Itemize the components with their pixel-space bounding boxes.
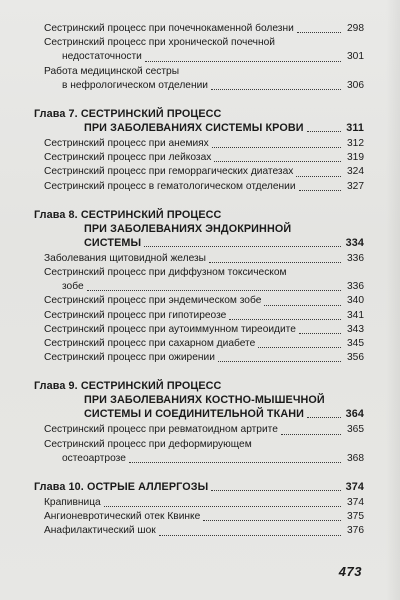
- chapter-gap: [34, 365, 364, 379]
- entry-title-line: Сестринский процесс при гипотиреозе: [44, 309, 227, 321]
- dot-leader: [299, 333, 341, 334]
- dot-leader: [145, 61, 341, 62]
- toc-entry[interactable]: [34, 438, 364, 466]
- toc-chapter-heading[interactable]: [34, 107, 364, 135]
- chapter-title-line: СИСТЕМЫ: [84, 236, 142, 249]
- dot-leader: [212, 147, 341, 148]
- dot-leader: [214, 161, 341, 162]
- toc-chapter-heading[interactable]: [34, 379, 364, 421]
- chapter-gap: [34, 194, 364, 208]
- entry-title-line: Сестринский процесс при диффузном токсическом: [44, 267, 287, 279]
- entry-title-line: Сестринский процесс при лейкозах: [44, 152, 212, 164]
- chapter-title-line: ПРИ ЗАБОЛЕВАНИЯХ СИСТЕМЫ КРОВИ: [84, 122, 304, 135]
- dot-leader: [297, 32, 341, 33]
- toc-entry[interactable]: [34, 323, 364, 337]
- entry-title-line: Ангионевротический отек Квинке: [44, 511, 201, 523]
- entry-title-line: Работа медицинской сестры: [44, 65, 180, 77]
- dot-leader: [258, 347, 341, 348]
- entry-page-number: 341: [347, 309, 364, 321]
- entry-title-line: Сестринский процесс в гематологическом отделении: [44, 180, 296, 192]
- entry-page-number: 375: [347, 511, 364, 523]
- entry-title-line: Сестринский процесс при ревматоидном артрите: [44, 424, 278, 436]
- entry-title-line: Анафилактический шок: [44, 525, 156, 537]
- entry-page-number: 374: [347, 497, 364, 509]
- dot-leader: [296, 176, 341, 177]
- toc-entry[interactable]: [34, 496, 364, 510]
- toc-entry[interactable]: [34, 510, 364, 524]
- chapter-title-line: ПРИ ЗАБОЛЕВАНИЯХ КОСТНО-МЫШЕЧНОЙ: [84, 394, 325, 407]
- entry-page-number: 334: [345, 236, 364, 249]
- toc-chapter-heading[interactable]: [34, 480, 364, 494]
- page-edge-shadow: [386, 0, 400, 600]
- entry-title-line: в нефрологическом отделении: [62, 79, 208, 91]
- chapter-title-line: Глава 8. СЕСТРИНСКИЙ ПРОЦЕСС: [34, 208, 222, 221]
- entry-page-number: 311: [346, 122, 364, 135]
- toc-entry[interactable]: [34, 423, 364, 437]
- toc-entry[interactable]: [34, 151, 364, 165]
- entry-title-line: Сестринский процесс при хронической почечной: [44, 37, 275, 49]
- toc-entry[interactable]: [34, 165, 364, 179]
- entry-page-number: 306: [347, 79, 364, 91]
- entry-page-number: 374: [345, 481, 364, 494]
- toc-entry[interactable]: [34, 137, 364, 151]
- dot-leader: [87, 290, 341, 291]
- dot-leader: [203, 520, 341, 521]
- entry-page-number: 340: [347, 295, 364, 307]
- dot-leader: [104, 506, 341, 507]
- entry-page-number: 301: [347, 51, 364, 63]
- entry-title-line: Сестринский процесс при эндемическом зобе: [44, 295, 262, 307]
- chapter-title-line: Глава 10. ОСТРЫЕ АЛЛЕРГОЗЫ: [34, 481, 209, 494]
- entry-page-number: 336: [347, 252, 364, 264]
- toc-entry[interactable]: [34, 65, 364, 93]
- chapter-title-line: СИСТЕМЫ И СОЕДИНИТЕЛЬНОЙ ТКАНИ: [84, 408, 304, 421]
- dot-leader: [129, 462, 341, 463]
- dot-leader: [211, 89, 341, 90]
- entry-title-line: Сестринский процесс при ожирении: [44, 352, 215, 364]
- dot-leader: [159, 535, 341, 536]
- toc-entry[interactable]: [34, 22, 364, 36]
- chapter-title-line: ПРИ ЗАБОЛЕВАНИЯХ ЭНДОКРИННОЙ: [84, 222, 292, 235]
- entry-page-number: 298: [347, 23, 364, 34]
- table-of-contents: [34, 22, 364, 539]
- dot-leader: [307, 131, 341, 132]
- toc-entry[interactable]: [34, 266, 364, 294]
- toc-entry[interactable]: [34, 294, 364, 308]
- entry-title-line: Сестринский процесс при анемиях: [44, 138, 209, 150]
- dot-leader: [299, 190, 341, 191]
- entry-page-number: 356: [347, 352, 364, 364]
- toc-entry[interactable]: [34, 252, 364, 266]
- dot-leader: [229, 319, 341, 320]
- entry-title-line: Сестринский процесс при почечнокаменной болезни: [44, 23, 294, 34]
- chapter-gap: [34, 466, 364, 480]
- entry-title-line: недостаточности: [62, 51, 142, 63]
- entry-title-line: Крапивница: [44, 497, 101, 509]
- entry-page-number: 336: [347, 281, 364, 293]
- toc-entry[interactable]: [34, 351, 364, 365]
- dot-leader: [144, 246, 341, 247]
- entry-page-number: 368: [347, 452, 364, 464]
- entry-title-line: Сестринский процесс при геморрагических диатезах: [44, 166, 294, 178]
- toc-entry[interactable]: [34, 309, 364, 323]
- dot-leader: [264, 305, 341, 306]
- entry-page-number: 343: [347, 323, 364, 335]
- entry-title-line: Сестринский процесс при сахарном диабете: [44, 338, 256, 350]
- chapter-gap: [34, 93, 364, 107]
- dot-leader: [281, 434, 341, 435]
- page-number: 473: [338, 564, 362, 579]
- entry-page-number: 319: [347, 152, 364, 164]
- entry-page-number: 324: [347, 166, 364, 178]
- entry-page-number: 365: [347, 424, 364, 436]
- dot-leader: [307, 417, 341, 418]
- entry-page-number: 345: [347, 338, 364, 350]
- dot-leader: [218, 361, 341, 362]
- entry-page-number: 312: [347, 138, 364, 150]
- chapter-title-line: Глава 7. СЕСТРИНСКИЙ ПРОЦЕСС: [34, 108, 222, 121]
- entry-page-number: 364: [345, 408, 364, 421]
- dot-leader: [211, 490, 341, 491]
- toc-entry[interactable]: [34, 36, 364, 64]
- toc-entry[interactable]: [34, 180, 364, 194]
- entry-title-line: остеоартрозе: [62, 452, 126, 464]
- entry-title-line: Сестринский процесс при деформирующем: [44, 438, 252, 450]
- entry-title-line: Сестринский процесс при аутоиммунном тиреоидите: [44, 323, 296, 335]
- entry-title-line: Заболевания щитовидной железы: [44, 252, 207, 264]
- toc-entry[interactable]: [34, 337, 364, 351]
- entry-page-number: 327: [347, 180, 364, 192]
- toc-entry[interactable]: [34, 524, 364, 538]
- chapter-title-line: Глава 9. СЕСТРИНСКИЙ ПРОЦЕСС: [34, 380, 222, 393]
- entry-title-line: зобе: [62, 281, 84, 293]
- dot-leader: [209, 262, 341, 263]
- toc-chapter-heading[interactable]: [34, 208, 364, 250]
- entry-page-number: 376: [347, 525, 364, 537]
